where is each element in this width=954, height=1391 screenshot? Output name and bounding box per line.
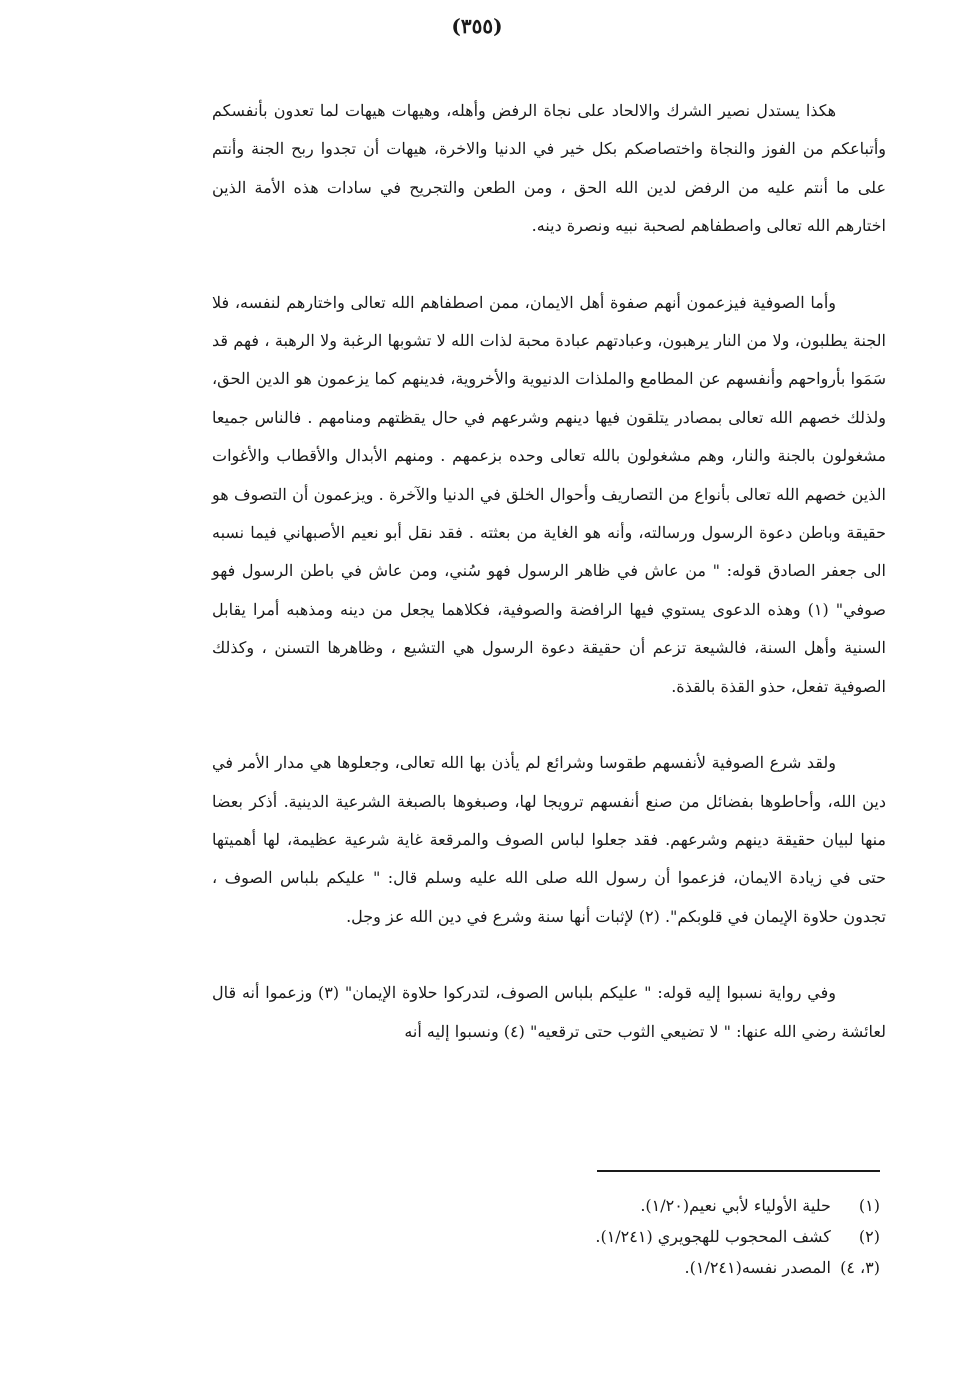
footnote-number: (١) <box>858 1196 880 1215</box>
footnote-text: كشف المحجوب للهجويري (١/٢٤١). <box>595 1227 831 1246</box>
footnote-text: المصدر نفسه(١/٢٤١). <box>684 1258 831 1277</box>
footnote-number: (٣، ٤) <box>840 1258 880 1277</box>
footnotes <box>450 1190 880 1283</box>
footnote-2 <box>450 1221 880 1252</box>
paragraph-4: وفي رواية نسبوا إليه قوله: " عليكم بلباس الصوف، لتدركوا حلاوة الإيمان" (٣) وزعموا أنه قال لعائشة رضي الله عنها: " لا تضيعي الثوب حتى ترقعيه" (٤) ونسبوا إليه أنه <box>212 983 886 1041</box>
page-number: (٣٥٥) <box>451 14 503 38</box>
paragraph-3: ولقد شرع الصوفية لأنفسهم طقوسا وشرائع لم يأذن بها الله تعالى، وجعلوها هي مدار الأمر في دين الله، وأحاطوها بفضائل من صنع أنفسهم ترويجا لها، وصبغوها بالصبغة الشرعية الدينية. أذكر بعضا منها لبيان حقيقة دينهم وشرعهم. فقد جعلوا لباس الصوف والمرقعة غاية شرعية عظيمة، لها أهميتها حتى في زيادة الايمان، فزعموا أن رسول الله صلى الله عليه وسلم قال: " عليكم بلباس الصوف ، تجدون حلاوة الإيمان في قلوبكم". (٢) لإثبات أنها سنة وشرع في دين الله عز وجل. <box>212 753 887 926</box>
footnote-3-4 <box>450 1252 880 1283</box>
paragraph-2: وأما الصوفية فيزعمون أنهم صفوة أهل الايمان، ممن اصطفاهم الله تعالى واختارهم لنفسه، فلا الجنة يطلبون، ولا من النار يرهبون، وعبادتهم عبادة محبة لذات الله لا تشوبها الرغبة ولا الرهبة ، فهم قد سَمَوا بأرواحهم وأنفسهم عن المطامع والملذات الدنيوية والأخروية، فدينهم كما يزعمون هو الدين الحق، ولذلك خصهم الله تعالى بمصادر يتلقون فيها دينهم وشرعهم في حال يقظتهم ومنامهم . فالناس جميعا مشغولون بالجنة والنار، وهم مشغولون بالله تعالى وحده بزعمهم . ومنهم الأبدال والأقطاب والأغوات الذين خصهم الله تعالى بأنواع من التصاريف وأحوال الخلق في الدنيا والآخرة . ويزعمون أن التصوف هو حقيقة وباطن دعوة الرسول ورسالته، وأنه هو الغاية من بعثته . فقد نقل أبو نعيم الأصبهاني فيما نسبه الى جعفر الصادق قوله: " من عاش في ظاهر الرسول فهو سُني، ومن عاش في باطن الرسول فهو صوفي" (١) وهذه الدعوى يستوي فيها الرافضة والصوفية، فكلاهما يجعل من دينه ومذهبه أمرا يقابل السنية وأهل السنة، فالشيعة تزعم أن حقيقة دعوة الرسول هي التشيع ، وظاهرها التسنن ، وكذلك الصوفية تفعل، حذو القذة بالقذة. <box>212 292 887 696</box>
footnote-text: حلية الأولياء لأبي نعيم(١/٢٠). <box>640 1196 831 1215</box>
main-text <box>212 92 886 1051</box>
footnote-number: (٢) <box>858 1227 880 1246</box>
paragraph-1: هكذا يستدل نصير الشرك والالحاد على نجاة الرفض وأهله، وهيهات هيهات لما تعدون بأنفسكم وأتباعكم من الفوز والنجاة واختصاصكم بكل خير في الدنيا والاخرة، هيهات أن تجدوا ربح الجنة وأنتم على ما أنتم عليه من الرفض لدين الله الحق ، ومن الطعن والتجريح في سادات هذه الأمة الذين اختارهم الله تعالى واصطفاهم لصحبة نبيه ونصرة دينه. <box>212 101 887 236</box>
footnote-1 <box>450 1190 880 1221</box>
footnote-divider <box>597 1170 880 1172</box>
